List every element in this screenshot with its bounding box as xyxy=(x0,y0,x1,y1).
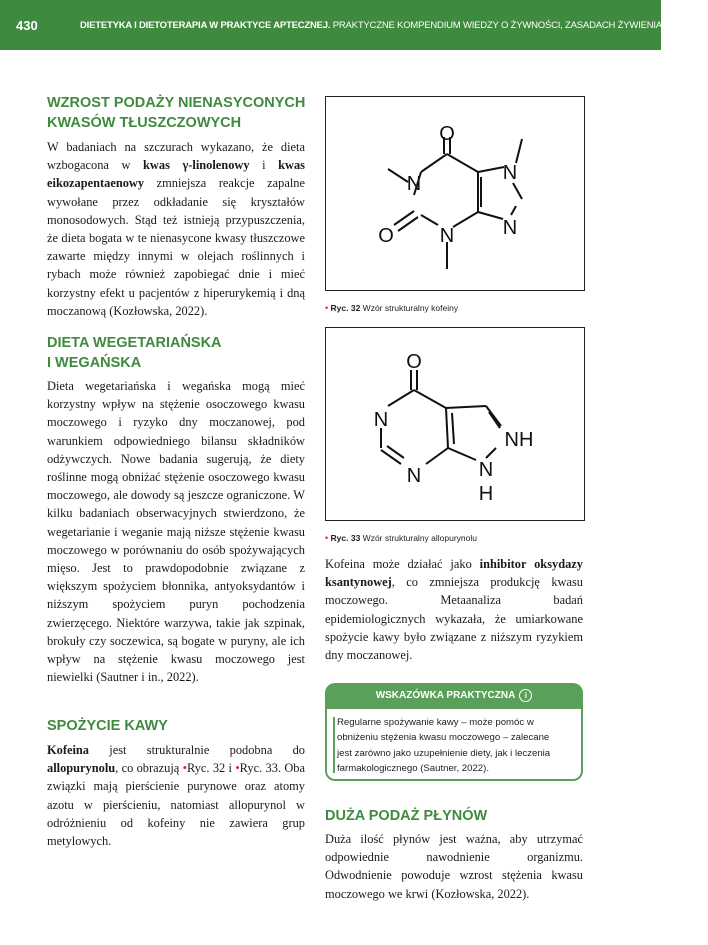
tip-text: Regularne spożywanie kawy – może pomóc w obniżeniu stężenia kwasu moczowego – zalecane jest zarówno jako uzupełnienie diety, jak i leczenia farmakologicznego (Sautner, 2022). xyxy=(337,717,551,774)
section-title-unsaturated-fats: WZROST PODAŻY NIENASYCONYCH KWASÓW TŁUSZCZOWYCH xyxy=(47,95,306,131)
atom-h: H xyxy=(478,483,494,505)
paragraph-vegetarian-diet: Dieta wegetariańska i wegańska mogą mieć korzystny wpływ na stężenie osoczowego kwasu moczowego i ryzyko dny moczanowej, pod warunkiem odpowiedniego bilansu składników odżywczych. Nowe badania sugerują, że diety roślinne mogą obniżać stężenie osoczowego kwasu moczowego, ale dowody są jeszcze ograniczone. W kilku badaniach obserwacyjnych stwierdzono, że wegetarianie i weganie mają niższe stężenie kwasu moczowego w porównaniu do osób spożywających mięso. Jest to prawdopodobnie związane z większym spożyciem błonnika, antyoksydantów i niższym spożyciem puryn pochodzenia zwierzęcego. Niektóre warzywa, takie jak szpinak, brokuły czy soczewica, są bogate w puryny, ale ich wpływ na stężenie kwasu moczowego jest niewielki (Sautner i in., 2022). xyxy=(47,379,305,685)
caffeine-structure xyxy=(326,97,584,290)
atom-n-pyrazole: N xyxy=(478,459,494,481)
info-icon: i xyxy=(519,689,532,702)
tip-header: WSKAZÓWKA PRAKTYCZNA i xyxy=(325,683,583,709)
atom-n-left: N xyxy=(406,173,422,195)
atom-n-left: N xyxy=(373,409,389,431)
atom-n-bottom: N xyxy=(439,225,455,247)
figure-caption-33: • Ryc. 33 Wzór strukturalny allopurynolu xyxy=(325,533,477,543)
atom-o-top: O xyxy=(439,123,455,145)
atom-n-right-bottom: N xyxy=(502,217,518,239)
allopurinol-structure xyxy=(326,328,584,520)
tip-body xyxy=(325,709,583,781)
figure-caption-32: • Ryc. 32 Wzór strukturalny kofeiny xyxy=(325,303,459,313)
figure-allopurinol xyxy=(325,327,585,521)
atom-n-bottom: N xyxy=(406,465,422,487)
page-header xyxy=(0,0,708,50)
paragraph-coffee: Kofeina jest strukturalnie podobna do allopurynolu, co obrazują •Ryc. 32 i •Ryc. 33. Oba związki mają pierścienie purynowe oraz atomy azotu w pierścieniu, natomiast allopurynol w odróżnieniu od kofeiny nie zawiera grup metylowych. xyxy=(47,743,305,849)
paragraph-caffeine-inhibitor: Kofeina może działać jako inhibitor oksydazy ksantynowej, co zmniejsza produkcję kwasu moczowego. Metaanaliza badań epidemiologicznych wykazała, że umiarkowane spożycie kawy było związane z niższym ryzykiem dny moczanowej. xyxy=(325,557,583,663)
section-title-fluids: DUŻA PODAŻ PŁYNÓW xyxy=(325,808,488,824)
running-title: DIETETYKA I DIETOTERAPIA W PRAKTYCE APTECZNEJ. PRAKTYCZNE KOMPENDIUM WIEDZY O ŻYWNOŚCI, ZASADACH ŻYWIENIA I DIETACH xyxy=(80,20,708,31)
atom-o-bottom: O xyxy=(378,225,394,247)
paragraph-unsaturated-fats: W badaniach na szczurach wykazano, że dieta wzbogacona w kwas γ-linolenowy i kwas eikozapentaenowy zmniejsza reakcje zapalne wywołane przez odkładanie się kryształów monosodowych. Stąd też istnieją przypuszczenia, że dieta bogata w te nienasycone kwasy tłuszczowe zawarte między innymi w olejach roślinnych i rybach może również zapobiegać dnie i mieć korzystny efekt u pacjentów z hiperurykemią i dną moczanową (Kozłowska, 2022). xyxy=(47,140,305,318)
figure-ref-33[interactable]: Ryc. 33 xyxy=(239,761,278,776)
page-number: 430 xyxy=(16,18,38,33)
practical-tip-box xyxy=(325,683,583,783)
figure-caffeine xyxy=(325,96,585,291)
section-title-vegetarian-diet: DIETA WEGETARIAŃSKA I WEGAŃSKA xyxy=(47,335,222,371)
atom-nh: NH xyxy=(504,429,534,451)
figure-ref-32[interactable]: Ryc. 32 xyxy=(186,761,226,776)
paragraph-fluids: Duża ilość płynów jest ważna, aby utrzymać odpowiednie nawodnienie organizmu. Odwodnienie powoduje wzrost stężenia kwasu moczowego we krwi (Kozłowska, 2022). xyxy=(325,832,583,901)
atom-n-right-top: N xyxy=(502,162,518,184)
section-title-coffee: SPOŻYCIE KAWY xyxy=(47,718,168,734)
atom-o: O xyxy=(406,351,422,373)
